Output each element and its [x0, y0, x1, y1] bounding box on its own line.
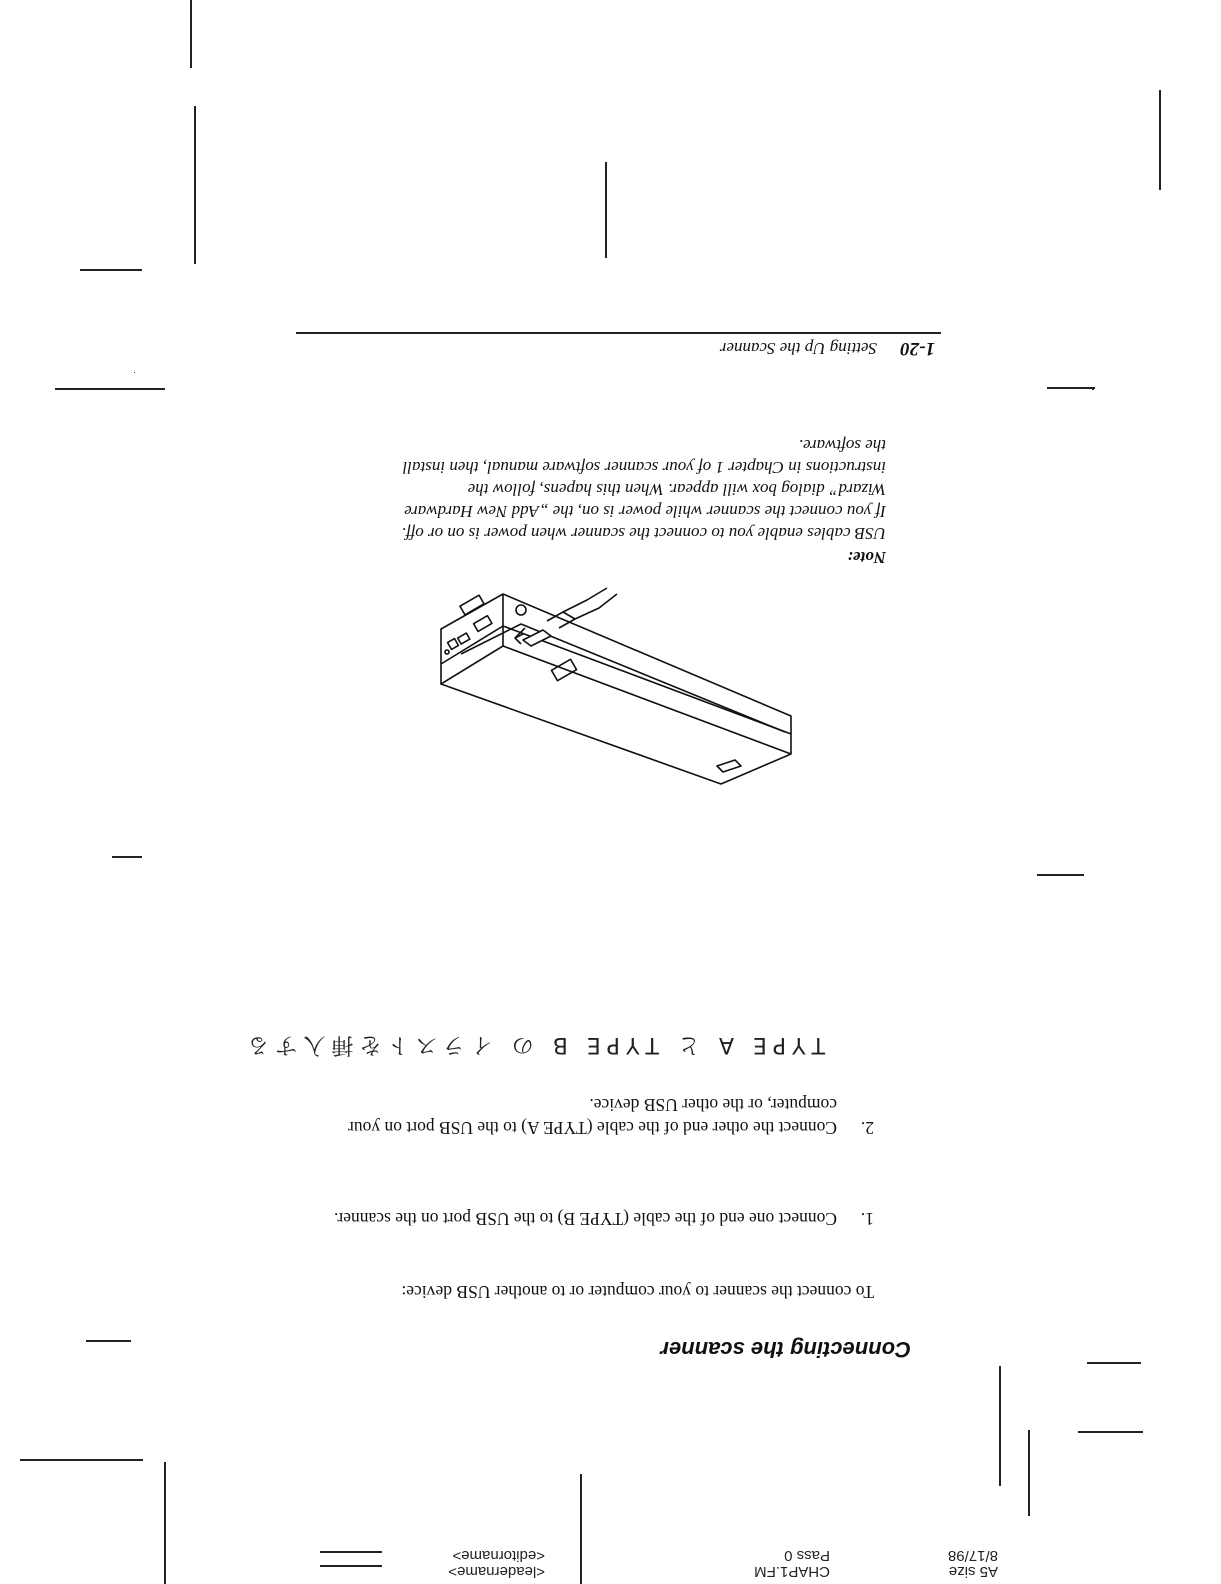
crop-mark: [190, 0, 192, 68]
crop-mark: [1092, 389, 1094, 390]
note-line: USB cables enable you to connect the scanner when power is on or off.: [401, 524, 886, 543]
crop-mark: [194, 106, 196, 264]
crop-mark: [1159, 90, 1161, 190]
crop-mark: [1037, 874, 1084, 876]
crop-mark: [320, 1551, 382, 1553]
running-head-rule: [296, 332, 941, 334]
crop-mark: [80, 269, 142, 271]
crop-mark: [134, 372, 135, 373]
running-head-title: Setting Up the Scanner: [719, 339, 877, 358]
intro-paragraph: To connect the scanner to your computer or to another USB device:: [401, 1282, 874, 1302]
note-label: Note:: [847, 548, 886, 567]
crop-mark: [86, 1340, 131, 1342]
crop-mark: [1028, 1430, 1030, 1516]
note-line: Wizard” dialog box will appear. When this hapens, follow the: [467, 480, 886, 499]
paper-size-label: A5 size: [948, 1563, 998, 1580]
crop-mark: [55, 388, 165, 390]
crop-mark: [1047, 387, 1095, 389]
step-text: Connect the other end of the cable (TYPE A) to the USB port on your computer, or the other USB device.: [348, 1095, 837, 1138]
step-text: Connect one end of the cable (TYPE B) to the USB port on the scanner.: [333, 1209, 837, 1229]
page-number: 1-20: [900, 338, 935, 359]
crop-mark: [1087, 1362, 1141, 1364]
editor-name-label: <editorname>: [452, 1547, 545, 1564]
note-line: If you connect the scanner while power is on, the „Add New Hardware: [404, 502, 886, 521]
note-line: instructions in Chapter 1 of your scanner software manual, then install: [402, 458, 886, 477]
crop-mark: [580, 1474, 582, 1584]
note-line: the software.: [798, 436, 886, 455]
step-number: 1.: [860, 1209, 874, 1229]
step-number: 2.: [860, 1118, 874, 1138]
crop-mark: [164, 1462, 166, 1584]
handwritten-note: TYPE A と TYPE B の イラストを挿入する: [241, 1032, 825, 1057]
crop-mark: [999, 1366, 1001, 1486]
section-heading: Connecting the scanner: [660, 1337, 911, 1362]
crop-mark: [112, 856, 142, 858]
crop-mark: [320, 1565, 382, 1567]
crop-mark: [20, 1459, 143, 1461]
date-label: 8/17/98: [947, 1547, 998, 1564]
pass-label: Pass 0: [784, 1547, 830, 1564]
file-name-label: CHAP1.FM: [754, 1563, 830, 1580]
leader-name-label: <leadername>: [448, 1563, 545, 1580]
crop-mark: [605, 162, 607, 258]
crop-mark: [1078, 1431, 1143, 1433]
scanner-usb-illustration: [401, 584, 821, 824]
